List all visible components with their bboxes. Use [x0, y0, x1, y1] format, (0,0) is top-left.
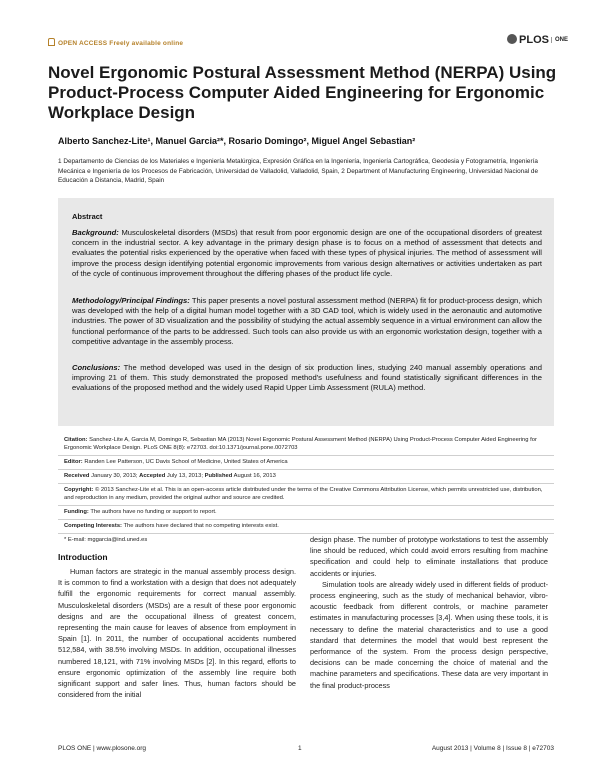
divider [58, 483, 554, 484]
article-title: Novel Ergonomic Postural Assessment Method (NERPA) Using Product-Process Computer Aided Engineering for Ergonomic Workplace Design [48, 63, 557, 122]
intro-paragraph: Simulation tools are already widely used in different fields of product-process engineering, such as the study of mechanical behavior, vibro-acoustic feedback from different controls, or machine parameter estimates in manufacturing processes [3,4]. When using these tools, it is necessary to define the material characteristics and to use a good standard that determines the model that would best represent the performance of the system. From the process design perspective, decisions can be made concerning the choice of material and the machine parameters and specifications. These data are very important in the final product-process [310, 579, 548, 690]
funding-text: The authors have no funding or support to report. [90, 509, 217, 515]
copyright-text: © 2013 Sanchez-Lite et al. This is an open-access article distributed under the terms of the Creative Commons Attribution License, which permits unrestricted use, distribution, and reproduction in any medium, provided the original author and source are credited. [64, 487, 543, 502]
copyright-label: Copyright: [64, 487, 94, 493]
footer-journal: PLOS ONE | www.plosone.org [58, 745, 147, 752]
footer-issue: August 2013 | Volume 8 | Issue 8 | e72703 [431, 745, 554, 752]
methods-text: This paper presents a novel postural assessment method (NERPA) fit for product-process design, which was developed with the help of a digital human model together with a 3D CAD tool, which is widely used in the aeronautic and automotive industries. The power of 3D visualization and the possibility of studying the actual assembly sequence in a virtual environment can allow the functional performance of the parts to be addressed. Such tools can also provide us with an ergonomic workstation design, together with a competitive advantage in the assembly process. [72, 296, 542, 346]
background-text: Musculoskeletal disorders (MSDs) that result from poor ergonomic design are one of the occupational disorders of greatest concern in the industrial sector. A key advantage in the primary design phase is to focus on a method of assessment that detects and evaluates the potential risks experienced by the operative when faced with these types of physical injuries. The method of assessment will improve the process design identifying potential ergonomic improvements from various design alternatives or activities undertaken as part of the cycle of continuous improvement throughout the differing phases of the product life cycle. [72, 228, 542, 278]
lock-icon [48, 38, 55, 46]
left-column [58, 566, 296, 700]
open-access-badge [48, 38, 183, 47]
citation-label: Citation: [64, 437, 88, 443]
dates [64, 472, 548, 480]
divider [58, 455, 554, 456]
methods-label: Methodology/Principal Findings: [72, 296, 190, 305]
divider [58, 469, 554, 470]
abstract-conclusions [72, 363, 542, 394]
open-access-label: OPEN ACCESS Freely available online [58, 40, 184, 47]
intro-paragraph: design phase. The number of prototype workstations to test the assembly line should be reduced, which could avoid errors resulting from machine specification and could help to eliminate installations that produce accidents or injuries. [310, 535, 548, 578]
competing-text: The authors have declared that no competing interests exist. [123, 523, 279, 529]
right-column [310, 534, 548, 691]
competing-label: Competing Interests: [64, 523, 122, 529]
conclusions-label: Conclusions: [72, 363, 121, 372]
funding [64, 508, 548, 516]
published-label: Published [204, 473, 233, 479]
competing-interests [64, 522, 548, 530]
divider [58, 505, 554, 506]
citation-text: Sanchez-Lite A, Garcia M, Domingo R, Sebastian MA (2013) Novel Ergonomic Postural Assessment Method (NERPA) Using Product-Process Computer Aided Engineering for Ergonomic Workplace Design. PLoS ONE 8(8): e72703. doi:10.1371/journal.pone.0072703 [64, 437, 537, 452]
journal-logo [507, 34, 568, 46]
journal-logo-sub: ONE [551, 37, 568, 43]
received-date: January 30, 2013; [91, 473, 138, 479]
editor-text: Randen Lee Patterson, UC Davis School of Medicine, United States of America [84, 459, 288, 465]
accepted-label: Accepted [139, 473, 166, 479]
funding-label: Funding: [64, 509, 89, 515]
intro-paragraph: Human factors are strategic in the manual assembly process design. It is common to find a workstation with a design that does not adequately fulfill the ergonomic requirements for correct manual assembly. Musculoskeletal disorders (MSDs) are a result of these poor ergonomic designs and are the occupational illness of greatest concern, representing the main cause for leaves of absence from employment in Spain [1]. In 2011, the number of occupational accidents numbered 512,584, with 38.5% involving MSDs. In addition, occupational illnesses numbered 18,121, with 71% involving MSDs [2]. In this regard, efforts to ensure ergonomic optimization of the assembly line require both significant support and safer lines. Thus, human factors should be considered from the initial [58, 567, 296, 700]
journal-logo-text: PLOS [519, 34, 549, 46]
section-heading-introduction: Introduction [58, 552, 108, 562]
editor-label: Editor: [64, 459, 83, 465]
plos-logo-icon [507, 34, 517, 44]
abstract-heading: Abstract [72, 212, 103, 221]
affiliations: 1 Departamento de Ciencias de los Materiales e Ingeniería Metalúrgica, Expresión Gráfica en la Ingeniería, Ingeniería Cartográfica, Geodesia y Fotogrametría, Ingeniería Mecánica e Ingeniería de los Procesos de Fabricación, Universidad de Valladolid, Valladolid, Spain, 2 Department of Manufacturing Engineering, Universidad Nacional de Educación a Distancia, Madrid, Spain [58, 158, 539, 184]
citation [64, 436, 548, 453]
accepted-date: July 13, 2013; [166, 473, 203, 479]
received-label: Received [64, 473, 90, 479]
divider [58, 519, 554, 520]
editor [64, 458, 548, 466]
page-number: 1 [298, 745, 302, 752]
abstract-methods [72, 296, 542, 347]
background-label: Background: [72, 228, 119, 237]
published-date: August 16, 2013 [233, 473, 276, 479]
conclusions-text: The method developed was used in the design of six production lines, studying 240 manual assembly operations and improving 21 of them. This study demonstrated the proposed method's usefulness and found statistically significant differences in the evaluations of the proposed method and the widely used Rapid Upper Limb Assessment (RULA) method. [72, 363, 542, 393]
abstract-background [72, 228, 542, 279]
copyright [64, 486, 548, 503]
contact-email: * E-mail: mggarcia@ind.uned.es [64, 537, 148, 543]
author-list: Alberto Sanchez-Lite¹, Manuel Garcia²*, Rosario Domingo², Miguel Angel Sebastian² [58, 136, 416, 146]
